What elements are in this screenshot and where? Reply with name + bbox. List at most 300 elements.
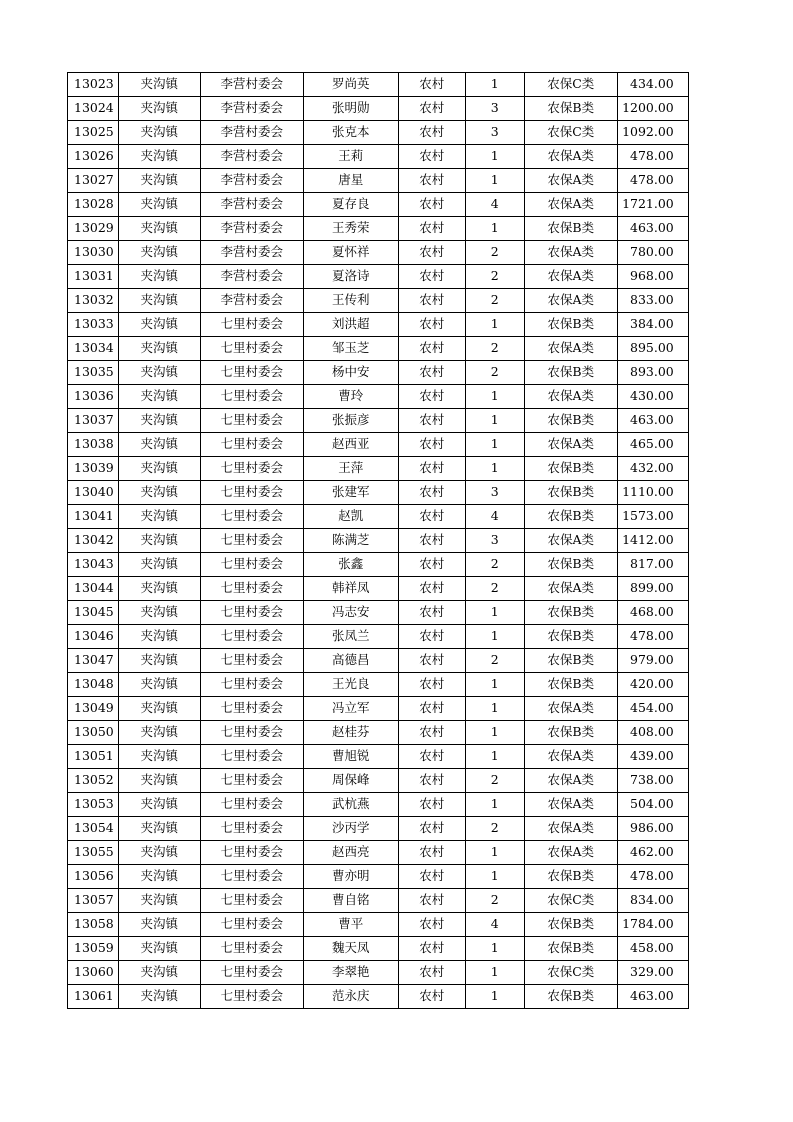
household-size-cell: 1	[465, 601, 524, 625]
amount-cell: 463.00	[617, 217, 688, 241]
amount-cell: 463.00	[617, 985, 688, 1009]
category-cell: 农村	[398, 769, 465, 793]
record-id-cell: 13055	[68, 841, 119, 865]
household-size-cell: 1	[465, 793, 524, 817]
record-id-cell: 13049	[68, 697, 119, 721]
category-cell: 农村	[398, 601, 465, 625]
table-row	[68, 409, 689, 433]
category-cell: 农村	[398, 313, 465, 337]
name-cell: 武杭燕	[303, 793, 398, 817]
table-row	[68, 73, 689, 97]
amount-cell: 895.00	[617, 337, 688, 361]
village-committee-cell: 七里村委会	[200, 673, 303, 697]
village-committee-cell: 李营村委会	[200, 97, 303, 121]
table-row	[68, 721, 689, 745]
household-size-cell: 1	[465, 217, 524, 241]
town-cell: 夹沟镇	[118, 817, 200, 841]
category-cell: 农村	[398, 145, 465, 169]
household-size-cell: 1	[465, 145, 524, 169]
insurance-type-cell: 农保A类	[524, 793, 617, 817]
insurance-type-cell: 农保B类	[524, 505, 617, 529]
category-cell: 农村	[398, 937, 465, 961]
insurance-type-cell: 农保A类	[524, 265, 617, 289]
record-id-cell: 13059	[68, 937, 119, 961]
amount-cell: 478.00	[617, 145, 688, 169]
village-committee-cell: 七里村委会	[200, 721, 303, 745]
category-cell: 农村	[398, 625, 465, 649]
name-cell: 韩祥凤	[303, 577, 398, 601]
name-cell: 赵凯	[303, 505, 398, 529]
name-cell: 张明勋	[303, 97, 398, 121]
insurance-type-cell: 农保A类	[524, 529, 617, 553]
table-row	[68, 745, 689, 769]
table-row	[68, 217, 689, 241]
table-row	[68, 553, 689, 577]
name-cell: 杨中安	[303, 361, 398, 385]
table-row	[68, 121, 689, 145]
village-committee-cell: 七里村委会	[200, 601, 303, 625]
amount-cell: 408.00	[617, 721, 688, 745]
name-cell: 范永庆	[303, 985, 398, 1009]
category-cell: 农村	[398, 841, 465, 865]
village-committee-cell: 七里村委会	[200, 505, 303, 529]
town-cell: 夹沟镇	[118, 289, 200, 313]
village-committee-cell: 七里村委会	[200, 337, 303, 361]
amount-cell: 780.00	[617, 241, 688, 265]
amount-cell: 468.00	[617, 601, 688, 625]
village-committee-cell: 李营村委会	[200, 289, 303, 313]
town-cell: 夹沟镇	[118, 505, 200, 529]
name-cell: 赵西亚	[303, 433, 398, 457]
amount-cell: 478.00	[617, 865, 688, 889]
name-cell: 赵桂芬	[303, 721, 398, 745]
record-id-cell: 13026	[68, 145, 119, 169]
table-row	[68, 385, 689, 409]
record-id-cell: 13032	[68, 289, 119, 313]
household-size-cell: 3	[465, 481, 524, 505]
category-cell: 农村	[398, 337, 465, 361]
name-cell: 曹旭锐	[303, 745, 398, 769]
amount-cell: 1110.00	[617, 481, 688, 505]
record-id-cell: 13030	[68, 241, 119, 265]
insurance-type-cell: 农保B类	[524, 313, 617, 337]
name-cell: 唐星	[303, 169, 398, 193]
insurance-type-cell: 农保A类	[524, 769, 617, 793]
town-cell: 夹沟镇	[118, 145, 200, 169]
record-id-cell: 13035	[68, 361, 119, 385]
amount-cell: 420.00	[617, 673, 688, 697]
name-cell: 曹自铭	[303, 889, 398, 913]
name-cell: 罗尚英	[303, 73, 398, 97]
category-cell: 农村	[398, 529, 465, 553]
insurance-type-cell: 农保A类	[524, 385, 617, 409]
category-cell: 农村	[398, 913, 465, 937]
town-cell: 夹沟镇	[118, 433, 200, 457]
amount-cell: 1784.00	[617, 913, 688, 937]
amount-cell: 968.00	[617, 265, 688, 289]
category-cell: 农村	[398, 433, 465, 457]
village-committee-cell: 七里村委会	[200, 817, 303, 841]
amount-cell: 458.00	[617, 937, 688, 961]
household-size-cell: 2	[465, 337, 524, 361]
record-id-cell: 13033	[68, 313, 119, 337]
town-cell: 夹沟镇	[118, 193, 200, 217]
town-cell: 夹沟镇	[118, 217, 200, 241]
town-cell: 夹沟镇	[118, 169, 200, 193]
village-committee-cell: 李营村委会	[200, 73, 303, 97]
village-committee-cell: 七里村委会	[200, 961, 303, 985]
insurance-type-cell: 农保A类	[524, 241, 617, 265]
household-size-cell: 1	[465, 385, 524, 409]
household-size-cell: 2	[465, 769, 524, 793]
town-cell: 夹沟镇	[118, 457, 200, 481]
category-cell: 农村	[398, 457, 465, 481]
insurance-type-cell: 农保A类	[524, 697, 617, 721]
household-size-cell: 2	[465, 577, 524, 601]
category-cell: 农村	[398, 889, 465, 913]
name-cell: 陈满芝	[303, 529, 398, 553]
amount-cell: 1573.00	[617, 505, 688, 529]
town-cell: 夹沟镇	[118, 409, 200, 433]
town-cell: 夹沟镇	[118, 97, 200, 121]
insurance-type-cell: 农保B类	[524, 361, 617, 385]
category-cell: 农村	[398, 793, 465, 817]
insurance-type-cell: 农保B类	[524, 673, 617, 697]
category-cell: 农村	[398, 265, 465, 289]
record-id-cell: 13039	[68, 457, 119, 481]
name-cell: 夏存良	[303, 193, 398, 217]
record-id-cell: 13050	[68, 721, 119, 745]
table-row	[68, 289, 689, 313]
household-size-cell: 1	[465, 73, 524, 97]
insurance-type-cell: 农保A类	[524, 337, 617, 361]
household-size-cell: 1	[465, 169, 524, 193]
name-cell: 高德昌	[303, 649, 398, 673]
record-id-cell: 13028	[68, 193, 119, 217]
amount-cell: 817.00	[617, 553, 688, 577]
record-id-cell: 13053	[68, 793, 119, 817]
record-id-cell: 13025	[68, 121, 119, 145]
record-id-cell: 13048	[68, 673, 119, 697]
town-cell: 夹沟镇	[118, 841, 200, 865]
amount-cell: 1092.00	[617, 121, 688, 145]
insurance-type-cell: 农保A类	[524, 169, 617, 193]
amount-cell: 833.00	[617, 289, 688, 313]
insurance-type-cell: 农保A类	[524, 145, 617, 169]
household-size-cell: 2	[465, 289, 524, 313]
record-id-cell: 13040	[68, 481, 119, 505]
record-id-cell: 13057	[68, 889, 119, 913]
record-id-cell: 13043	[68, 553, 119, 577]
household-size-cell: 1	[465, 961, 524, 985]
household-size-cell: 1	[465, 865, 524, 889]
name-cell: 沙丙学	[303, 817, 398, 841]
amount-cell: 986.00	[617, 817, 688, 841]
household-size-cell: 1	[465, 625, 524, 649]
record-id-cell: 13029	[68, 217, 119, 241]
household-size-cell: 2	[465, 553, 524, 577]
record-id-cell: 13041	[68, 505, 119, 529]
name-cell: 张建军	[303, 481, 398, 505]
table-row	[68, 865, 689, 889]
insurance-type-cell: 农保A类	[524, 841, 617, 865]
town-cell: 夹沟镇	[118, 577, 200, 601]
insurance-type-cell: 农保B类	[524, 865, 617, 889]
amount-cell: 1412.00	[617, 529, 688, 553]
insurance-type-cell: 农保B类	[524, 649, 617, 673]
town-cell: 夹沟镇	[118, 601, 200, 625]
amount-cell: 329.00	[617, 961, 688, 985]
town-cell: 夹沟镇	[118, 265, 200, 289]
amount-cell: 430.00	[617, 385, 688, 409]
table-row	[68, 841, 689, 865]
household-size-cell: 1	[465, 745, 524, 769]
table-row	[68, 625, 689, 649]
town-cell: 夹沟镇	[118, 745, 200, 769]
record-id-cell: 13024	[68, 97, 119, 121]
amount-cell: 478.00	[617, 169, 688, 193]
table-row	[68, 673, 689, 697]
insurance-type-cell: 农保C类	[524, 961, 617, 985]
amount-cell: 384.00	[617, 313, 688, 337]
name-cell: 魏天凤	[303, 937, 398, 961]
insurance-type-cell: 农保A类	[524, 745, 617, 769]
village-committee-cell: 李营村委会	[200, 121, 303, 145]
table-row	[68, 913, 689, 937]
insurance-type-cell: 农保B类	[524, 721, 617, 745]
record-id-cell: 13045	[68, 601, 119, 625]
category-cell: 农村	[398, 193, 465, 217]
village-committee-cell: 七里村委会	[200, 889, 303, 913]
category-cell: 农村	[398, 481, 465, 505]
household-size-cell: 1	[465, 937, 524, 961]
town-cell: 夹沟镇	[118, 673, 200, 697]
town-cell: 夹沟镇	[118, 913, 200, 937]
insurance-type-cell: 农保B类	[524, 937, 617, 961]
record-id-cell: 13031	[68, 265, 119, 289]
table-row	[68, 985, 689, 1009]
table-row	[68, 313, 689, 337]
household-size-cell: 2	[465, 649, 524, 673]
household-size-cell: 1	[465, 409, 524, 433]
town-cell: 夹沟镇	[118, 337, 200, 361]
amount-cell: 462.00	[617, 841, 688, 865]
name-cell: 曹玲	[303, 385, 398, 409]
town-cell: 夹沟镇	[118, 769, 200, 793]
insurance-type-cell: 农保B类	[524, 217, 617, 241]
insurance-type-cell: 农保A类	[524, 289, 617, 313]
name-cell: 王传利	[303, 289, 398, 313]
name-cell: 冯志安	[303, 601, 398, 625]
village-committee-cell: 七里村委会	[200, 937, 303, 961]
village-committee-cell: 七里村委会	[200, 313, 303, 337]
record-id-cell: 13046	[68, 625, 119, 649]
household-size-cell: 2	[465, 265, 524, 289]
insurance-type-cell: 农保B类	[524, 481, 617, 505]
record-id-cell: 13023	[68, 73, 119, 97]
category-cell: 农村	[398, 217, 465, 241]
town-cell: 夹沟镇	[118, 985, 200, 1009]
record-id-cell: 13037	[68, 409, 119, 433]
village-committee-cell: 七里村委会	[200, 481, 303, 505]
record-id-cell: 13036	[68, 385, 119, 409]
record-id-cell: 13051	[68, 745, 119, 769]
town-cell: 夹沟镇	[118, 697, 200, 721]
village-committee-cell: 七里村委会	[200, 385, 303, 409]
insurance-type-cell: 农保B类	[524, 409, 617, 433]
town-cell: 夹沟镇	[118, 241, 200, 265]
amount-cell: 979.00	[617, 649, 688, 673]
amount-cell: 465.00	[617, 433, 688, 457]
household-size-cell: 2	[465, 889, 524, 913]
table-row	[68, 193, 689, 217]
insurance-type-cell: 农保A类	[524, 817, 617, 841]
relief-roster-table	[67, 72, 689, 1009]
household-size-cell: 1	[465, 721, 524, 745]
insurance-type-cell: 农保C类	[524, 73, 617, 97]
table-row	[68, 361, 689, 385]
category-cell: 农村	[398, 121, 465, 145]
town-cell: 夹沟镇	[118, 481, 200, 505]
category-cell: 农村	[398, 361, 465, 385]
table-row	[68, 145, 689, 169]
insurance-type-cell: 农保A类	[524, 433, 617, 457]
household-size-cell: 3	[465, 97, 524, 121]
village-committee-cell: 七里村委会	[200, 745, 303, 769]
category-cell: 农村	[398, 817, 465, 841]
category-cell: 农村	[398, 289, 465, 313]
amount-cell: 434.00	[617, 73, 688, 97]
village-committee-cell: 七里村委会	[200, 985, 303, 1009]
name-cell: 张振彦	[303, 409, 398, 433]
name-cell: 刘洪超	[303, 313, 398, 337]
amount-cell: 834.00	[617, 889, 688, 913]
record-id-cell: 13061	[68, 985, 119, 1009]
category-cell: 农村	[398, 649, 465, 673]
category-cell: 农村	[398, 985, 465, 1009]
table-body	[68, 73, 689, 1009]
name-cell: 王光良	[303, 673, 398, 697]
household-size-cell: 1	[465, 841, 524, 865]
table-row	[68, 241, 689, 265]
village-committee-cell: 七里村委会	[200, 361, 303, 385]
town-cell: 夹沟镇	[118, 625, 200, 649]
category-cell: 农村	[398, 241, 465, 265]
town-cell: 夹沟镇	[118, 937, 200, 961]
record-id-cell: 13042	[68, 529, 119, 553]
household-size-cell: 1	[465, 985, 524, 1009]
table-row	[68, 601, 689, 625]
household-size-cell: 3	[465, 529, 524, 553]
village-committee-cell: 李营村委会	[200, 241, 303, 265]
town-cell: 夹沟镇	[118, 793, 200, 817]
village-committee-cell: 七里村委会	[200, 577, 303, 601]
town-cell: 夹沟镇	[118, 121, 200, 145]
household-size-cell: 4	[465, 193, 524, 217]
household-size-cell: 3	[465, 121, 524, 145]
town-cell: 夹沟镇	[118, 889, 200, 913]
town-cell: 夹沟镇	[118, 73, 200, 97]
amount-cell: 454.00	[617, 697, 688, 721]
table-row	[68, 169, 689, 193]
household-size-cell: 4	[465, 505, 524, 529]
village-committee-cell: 李营村委会	[200, 217, 303, 241]
insurance-type-cell: 农保B类	[524, 985, 617, 1009]
amount-cell: 893.00	[617, 361, 688, 385]
category-cell: 农村	[398, 961, 465, 985]
name-cell: 周保峰	[303, 769, 398, 793]
name-cell: 夏怀祥	[303, 241, 398, 265]
town-cell: 夹沟镇	[118, 961, 200, 985]
category-cell: 农村	[398, 673, 465, 697]
town-cell: 夹沟镇	[118, 313, 200, 337]
insurance-type-cell: 农保B类	[524, 553, 617, 577]
amount-cell: 1200.00	[617, 97, 688, 121]
village-committee-cell: 七里村委会	[200, 457, 303, 481]
category-cell: 农村	[398, 97, 465, 121]
name-cell: 李翠艳	[303, 961, 398, 985]
table-row	[68, 457, 689, 481]
town-cell: 夹沟镇	[118, 649, 200, 673]
amount-cell: 432.00	[617, 457, 688, 481]
amount-cell: 504.00	[617, 793, 688, 817]
name-cell: 邹玉芝	[303, 337, 398, 361]
table-row	[68, 505, 689, 529]
table-row	[68, 697, 689, 721]
insurance-type-cell: 农保B类	[524, 913, 617, 937]
amount-cell: 899.00	[617, 577, 688, 601]
household-size-cell: 2	[465, 241, 524, 265]
village-committee-cell: 七里村委会	[200, 697, 303, 721]
village-committee-cell: 七里村委会	[200, 409, 303, 433]
category-cell: 农村	[398, 865, 465, 889]
table-row	[68, 769, 689, 793]
record-id-cell: 13060	[68, 961, 119, 985]
record-id-cell: 13054	[68, 817, 119, 841]
table-row	[68, 793, 689, 817]
table-row	[68, 337, 689, 361]
category-cell: 农村	[398, 553, 465, 577]
town-cell: 夹沟镇	[118, 361, 200, 385]
amount-cell: 1721.00	[617, 193, 688, 217]
insurance-type-cell: 农保B类	[524, 601, 617, 625]
insurance-type-cell: 农保C类	[524, 889, 617, 913]
record-id-cell: 13027	[68, 169, 119, 193]
amount-cell: 478.00	[617, 625, 688, 649]
name-cell: 王莉	[303, 145, 398, 169]
category-cell: 农村	[398, 169, 465, 193]
name-cell: 冯立军	[303, 697, 398, 721]
household-size-cell: 1	[465, 433, 524, 457]
record-id-cell: 13056	[68, 865, 119, 889]
category-cell: 农村	[398, 577, 465, 601]
village-committee-cell: 七里村委会	[200, 625, 303, 649]
village-committee-cell: 七里村委会	[200, 841, 303, 865]
village-committee-cell: 李营村委会	[200, 265, 303, 289]
name-cell: 夏洛诗	[303, 265, 398, 289]
village-committee-cell: 七里村委会	[200, 865, 303, 889]
category-cell: 农村	[398, 505, 465, 529]
category-cell: 农村	[398, 73, 465, 97]
category-cell: 农村	[398, 721, 465, 745]
village-committee-cell: 七里村委会	[200, 793, 303, 817]
town-cell: 夹沟镇	[118, 721, 200, 745]
category-cell: 农村	[398, 697, 465, 721]
category-cell: 农村	[398, 409, 465, 433]
insurance-type-cell: 农保A类	[524, 577, 617, 601]
insurance-type-cell: 农保B类	[524, 625, 617, 649]
table-row	[68, 817, 689, 841]
